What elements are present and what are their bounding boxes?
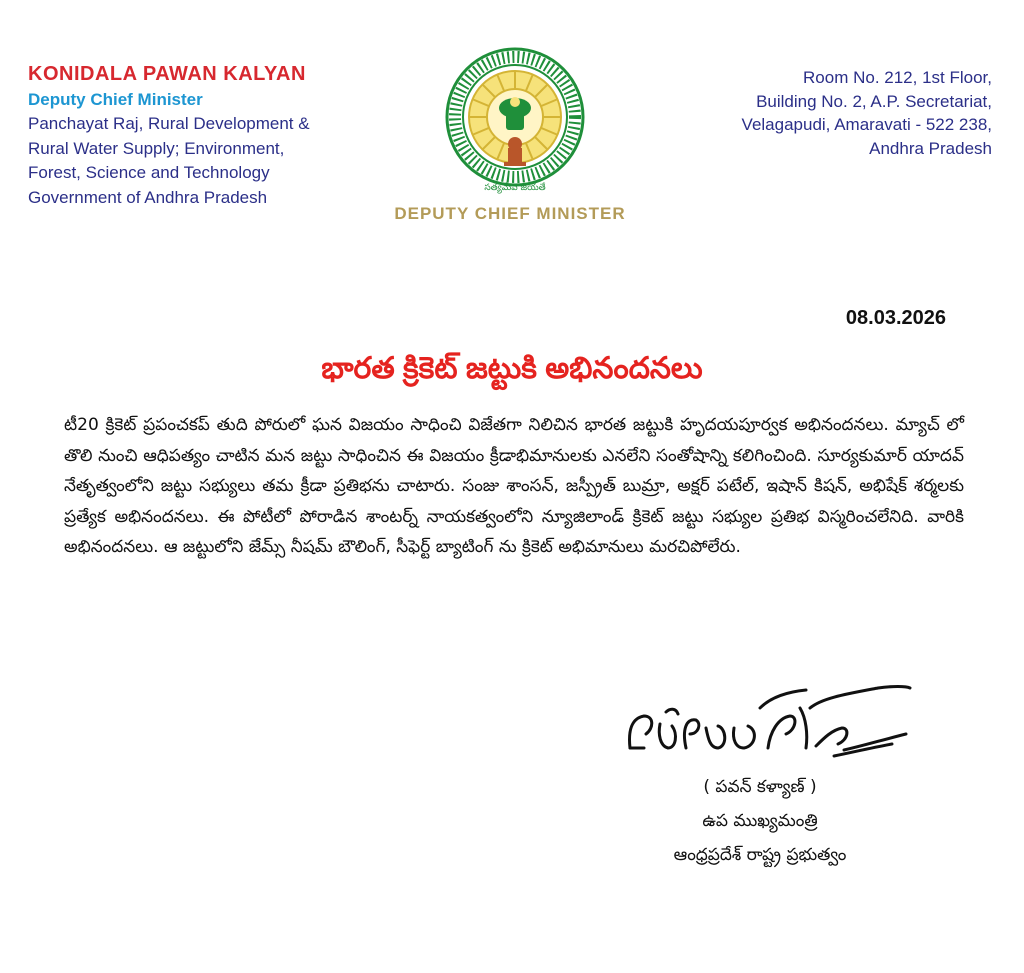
department-block xyxy=(28,112,408,210)
letter-body: టీ20 క్రికెట్ ప్రపంచకప్ తుది పోరులో ఘన విజయం సాధించి విజేతగా నిలిచిన భారత జట్టుకి హృదయపూర్వక అభినందనలు. మ్యాచ్ లో తొలి నుంచి ఆధిపత్యం చాటిన మన జట్టు సాధించిన ఈ విజయం క్రీడాభిమానులకు ఎనలేని సంతోషాన్ని కలిగించింది. సూర్యకుమార్ యాదవ్ నేతృత్వంలోని జట్టు సభ్యులు తమ క్రీడా ప్రతిభను చాటారు. సంజు శాంసన్, జస్ప్రీత్ బుమ్రా, అక్షర్ పటేల్, ఇషాన్ కిషన్, అభిషేక్ శర్మలకు ప్రత్యేక అభినందనలు. ఈ పోటీలో పోరాడిన శాంటర్న్ నాయకత్వంలోని న్యూజిలాండ్ క్రికెట్ జట్టు సభ్యుల ప్రతిభ విస్మరించలేనిది. వారికి అభినందనలు. ఆ జట్టులోని జేమ్స్ నీషమ్ బౌలింగ్, సీఫెర్ట్ బ్యాటింగ్ ను క్రికెట్ అభిమానులు మరచిపోలేరు. xyxy=(64,415,964,557)
address-line: Building No. 2, A.P. Secretariat, xyxy=(756,91,992,111)
signatory-block xyxy=(600,770,920,872)
address-line: Velagapudi, Amaravati - 522 238, xyxy=(741,115,992,134)
address-line: Room No. 212, 1st Floor, xyxy=(803,68,992,87)
minister-name: KONIDALA PAWAN KALYAN xyxy=(28,63,306,85)
address-line: Andhra Pradesh xyxy=(869,138,992,158)
minister-title: Deputy Chief Minister xyxy=(28,90,203,109)
signatory-name: ( పవన్ కళ్యాణ్ ) xyxy=(703,777,817,797)
state-emblem-icon xyxy=(440,42,590,202)
department-line: Forest, Science and Technology xyxy=(28,163,270,182)
letter-heading: భారత క్రికెట్ జట్టుకి అభినందనలు xyxy=(321,352,703,385)
signatory-government: ఆంధ్రప్రదేశ్ రాష్ట్ర ప్రభుత్వం xyxy=(673,845,847,865)
department-line: Government of Andhra Pradesh xyxy=(28,187,268,207)
signatory-designation: ఉప ముఖ్యమంత్రి xyxy=(702,811,818,831)
emblem-caption: DEPUTY CHIEF MINISTER xyxy=(394,204,626,223)
letter-date: 08.03.2026 xyxy=(845,307,946,329)
department-line: Panchayat Raj, Rural Development & xyxy=(28,114,310,133)
handwritten-signature-icon xyxy=(610,668,920,778)
letterhead-left xyxy=(28,60,408,210)
svg-text:సత్యమేవ జయతే: సత్యమేవ జయతే xyxy=(484,183,546,193)
department-line: Rural Water Supply; Environment, xyxy=(28,138,285,158)
office-address xyxy=(652,66,992,160)
